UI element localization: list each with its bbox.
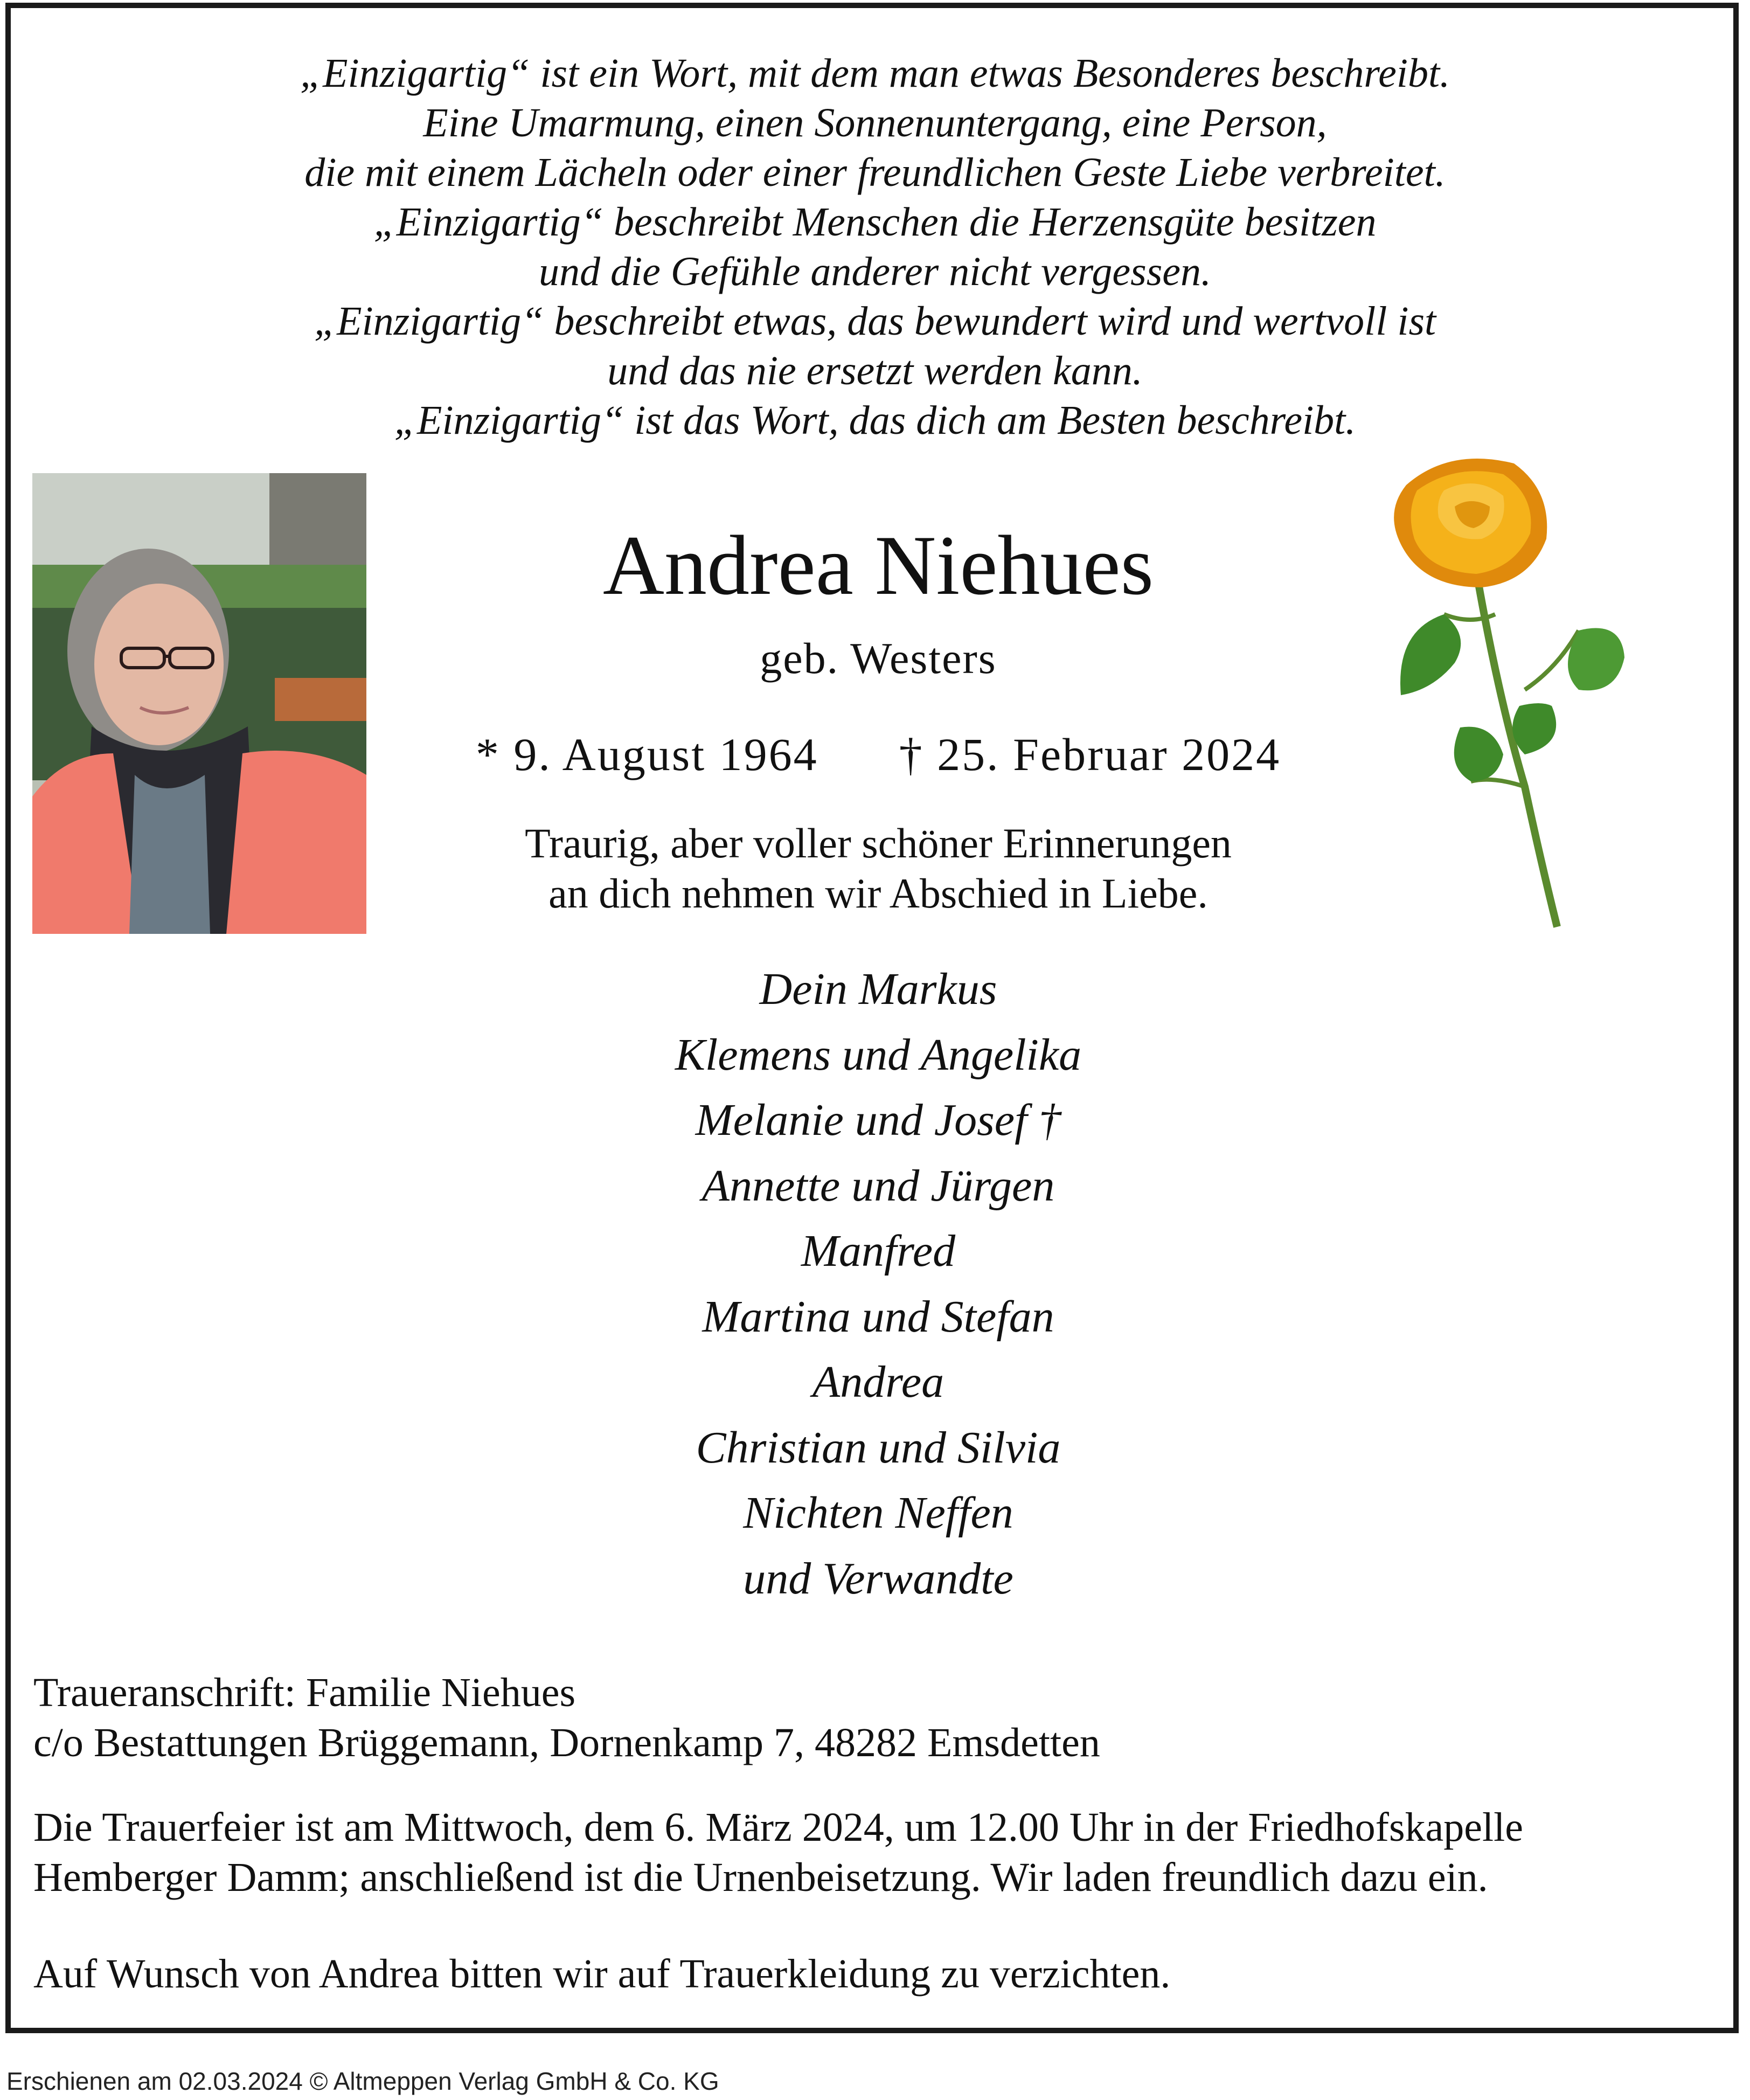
- mourner-line: Annette und Jürgen: [702, 1160, 1055, 1211]
- death-date: † 25. Februar 2024: [899, 729, 1281, 780]
- mourner-line: Klemens und Angelika: [675, 1029, 1082, 1080]
- mourner-line: Andrea: [812, 1357, 945, 1407]
- mourner-line: Manfred: [801, 1226, 956, 1276]
- address-line: Traueranschrift: Familie Niehues: [33, 1670, 576, 1715]
- mourner-line: Christian und Silvia: [696, 1422, 1061, 1473]
- poem-line: „Einzigartig“ ist das Wort, das dich am Besten beschreibt.: [394, 398, 1356, 443]
- portrait-photo: [32, 473, 366, 934]
- poem: [0, 48, 1750, 445]
- mourner-line: Nichten Neffen: [743, 1488, 1013, 1538]
- mourner-line: Melanie und Josef †: [695, 1095, 1061, 1145]
- poem-line: und das nie ersetzt werden kann.: [607, 348, 1143, 393]
- publication-footer: Erschienen am 02.03.2024 © Altmeppen Verlag GmbH & Co. KG: [6, 2067, 719, 2095]
- life-dates: [409, 725, 1347, 784]
- poem-line: „Einzigartig“ beschreibt etwas, das bewundert wird und wertvoll ist: [314, 299, 1436, 344]
- maiden-name: geb. Westers: [760, 634, 997, 683]
- poem-line: Eine Umarmung, einen Sonnenuntergang, eine Person,: [423, 100, 1327, 145]
- poem-line: „Einzigartig“ beschreibt Menschen die Herzensgüte besitzen: [373, 199, 1377, 245]
- ceremony-line: Hemberger Damm; anschließend ist die Urnenbeisetzung. Wir laden freundlich dazu ein.: [33, 1855, 1488, 1900]
- farewell-motto: [409, 818, 1347, 918]
- birth-date: * 9. August 1964: [475, 729, 818, 780]
- attire-request: Auf Wunsch von Andrea bitten wir auf Trauerkleidung zu verzichten.: [33, 1951, 1171, 1997]
- address-line: c/o Bestattungen Brüggemann, Dornenkamp 7, 48282 Emsdetten: [33, 1720, 1100, 1765]
- condolence-address: [33, 1668, 1725, 1768]
- mourners-list: [409, 957, 1347, 1611]
- ceremony-details: [33, 1803, 1725, 1903]
- mourner-line: Dein Markus: [759, 964, 997, 1014]
- motto-line: Traurig, aber voller schöner Erinnerungen: [525, 820, 1232, 867]
- rose-illustration: [1363, 453, 1633, 938]
- poem-line: „Einzigartig“ ist ein Wort, mit dem man etwas Besonderes beschreibt.: [300, 51, 1450, 96]
- mourner-line: und Verwandte: [743, 1553, 1013, 1604]
- poem-line: und die Gefühle anderer nicht vergessen.: [538, 249, 1212, 294]
- motto-line: an dich nehmen wir Abschied in Liebe.: [548, 870, 1208, 917]
- mourner-line: Martina und Stefan: [702, 1291, 1054, 1342]
- deceased-name: Andrea Niehues: [602, 518, 1154, 613]
- poem-line: die mit einem Lächeln oder einer freundlichen Geste Liebe verbreitet.: [304, 150, 1446, 195]
- ceremony-line: Die Trauerfeier ist am Mittwoch, dem 6. März 2024, um 12.00 Uhr in der Friedhofskapelle: [33, 1805, 1523, 1850]
